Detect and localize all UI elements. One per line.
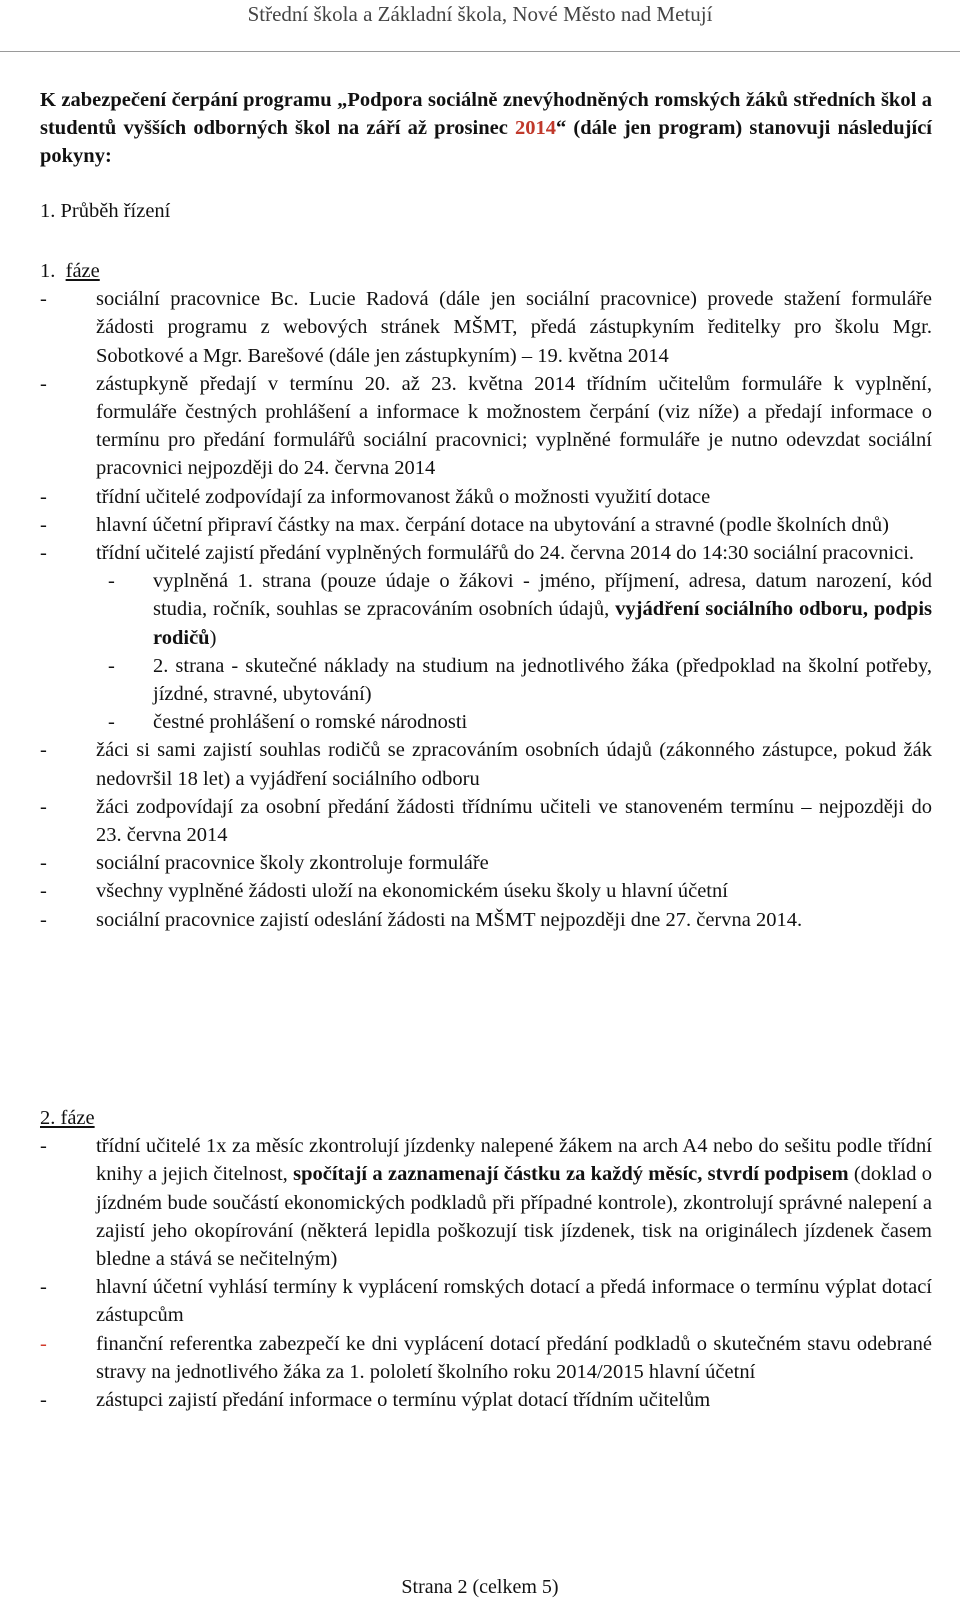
sub-list-item: - vyplněná 1. strana (pouze údaje o žákovi - jméno, příjmení, adresa, datum narození, kód studia, ročník, souhlas se zpracováním osobních údajů, vyjádření sociálního odboru, podpis rodičů) (108, 570, 932, 649)
list-item: - všechny vyplněné žádosti uloží na ekonomickém úseku školy u hlavní účetní (40, 880, 728, 903)
list-item: - sociální pracovnice školy zkontroluje formuláře (40, 852, 489, 875)
sub-list (40, 567, 932, 736)
list-item: - hlavní účetní vyhlásí termíny k vyplácení romských dotací a předá informace o termínu výplat dotací zástupcům (40, 1276, 932, 1327)
list-item: - třídní učitelé zajistí předání vyplněných formulářů do 24. června 2014 do 14:30 sociální pracovnici. (40, 542, 915, 565)
page-header (0, 0, 960, 27)
sub-list-item: - 2. strana - skutečné náklady na studium na jednotlivého žáka (předpoklad na školní potřeby, jízdné, stravné, ubytování) (108, 654, 932, 706)
phase-2-heading: 2. fáze (40, 1107, 95, 1129)
sub-list-item: - čestné prohlášení o romské národnosti (108, 711, 468, 734)
school-name: Střední škola a Základní škola, Nové Město nad Metují (247, 2, 713, 26)
phase-1-number: 1. (40, 260, 56, 282)
section-title: 1. Průběh řízení (40, 200, 171, 222)
phase-1-heading (40, 257, 932, 285)
intro-text-start: K zabezpečení čerpání programu „Podpora sociálně znevýhodněných romských žáků středních škol a studentů vyšších odborných škol na září až prosinec (40, 89, 932, 139)
list-item: - sociální pracovnice zajistí odeslání žádosti na MŠMT nejpozději dne 27. června 2014. (40, 908, 803, 931)
list-item: - zástupci zajistí předání informace o termínu výplat dotací třídním učitelům (40, 1389, 711, 1412)
list-item: - třídní učitelé 1x za měsíc zkontrolují jízdenky nalepené žákem na arch A4 nebo do sešitu podle třídní knihy a jejich čitelnost, spočítají a zaznamenají částku za každý měsíc, stvrdí podpisem (doklad o jízdném bude součástí ekonomických podkladů při případné kontrole), zkontrolují správné nalepení a zajistí jeho okopírování (některá lepidla poškozují tisk jízdenek, tisk na originálech jízdenek časem bledne a stává se nečitelným) (40, 1135, 932, 1271)
intro-paragraph (40, 86, 932, 170)
phase-2 (40, 1104, 932, 1414)
intro-text-end: “ (dále jen program) stanovuji následující pokyny: (40, 117, 932, 167)
phase-1-label: fáze (65, 260, 100, 282)
phase-1 (40, 257, 932, 934)
list-item: - třídní učitelé zodpovídají za informovanost žáků o možnosti využití dotace (40, 485, 711, 508)
list-item: - sociální pracovnice Bc. Lucie Radová (dále jen sociální pracovnice) provede stažení formuláře žádosti programu z webových stránek MŠMT, předá zástupkyním ředitelky pro školu Mgr. Sobotkové a Mgr. Barešové (dále jen zástupkyním) – 19. května 2014 (40, 288, 932, 367)
page-number: Strana 2 (celkem 5) (401, 1576, 559, 1598)
header-divider (0, 51, 960, 52)
list-item: - žáci zodpovídají za osobní předání žádosti třídnímu učiteli ve stanoveném termínu – nejpozději do 23. června 2014 (40, 795, 932, 847)
list-item: - finanční referentka zabezpečí ke dni vyplácení dotací předání podkladů o skutečném stavu odebrané stravy na jednotlivého žáka za 1. pololetí školního roku 2014/2015 hlavní účetní (40, 1332, 932, 1383)
list-item: - žáci si sami zajistí souhlas rodičů se zpracováním osobních údajů (zákonného zástupce, pokud žák nedovršil 18 let) a vyjádření sociálního odboru (40, 739, 932, 790)
list-item: - zástupkyně předají v termínu 20. až 23. května 2014 třídním učitelům formuláře k vyplnění, formuláře čestných prohlášení a informace k možnostem čerpání (viz níže) a předají informace o termínu pro předání formulářů sociální pracovnici; vyplněné formuláře je nutno odevzdat sociální pracovnici nejpozději do 24. června 2014 (40, 372, 932, 480)
list-item: - hlavní účetní připraví částky na max. čerpání dotace na ubytování a stravné (podle školních dnů) (40, 513, 889, 536)
intro-year: 2014 (515, 117, 556, 139)
